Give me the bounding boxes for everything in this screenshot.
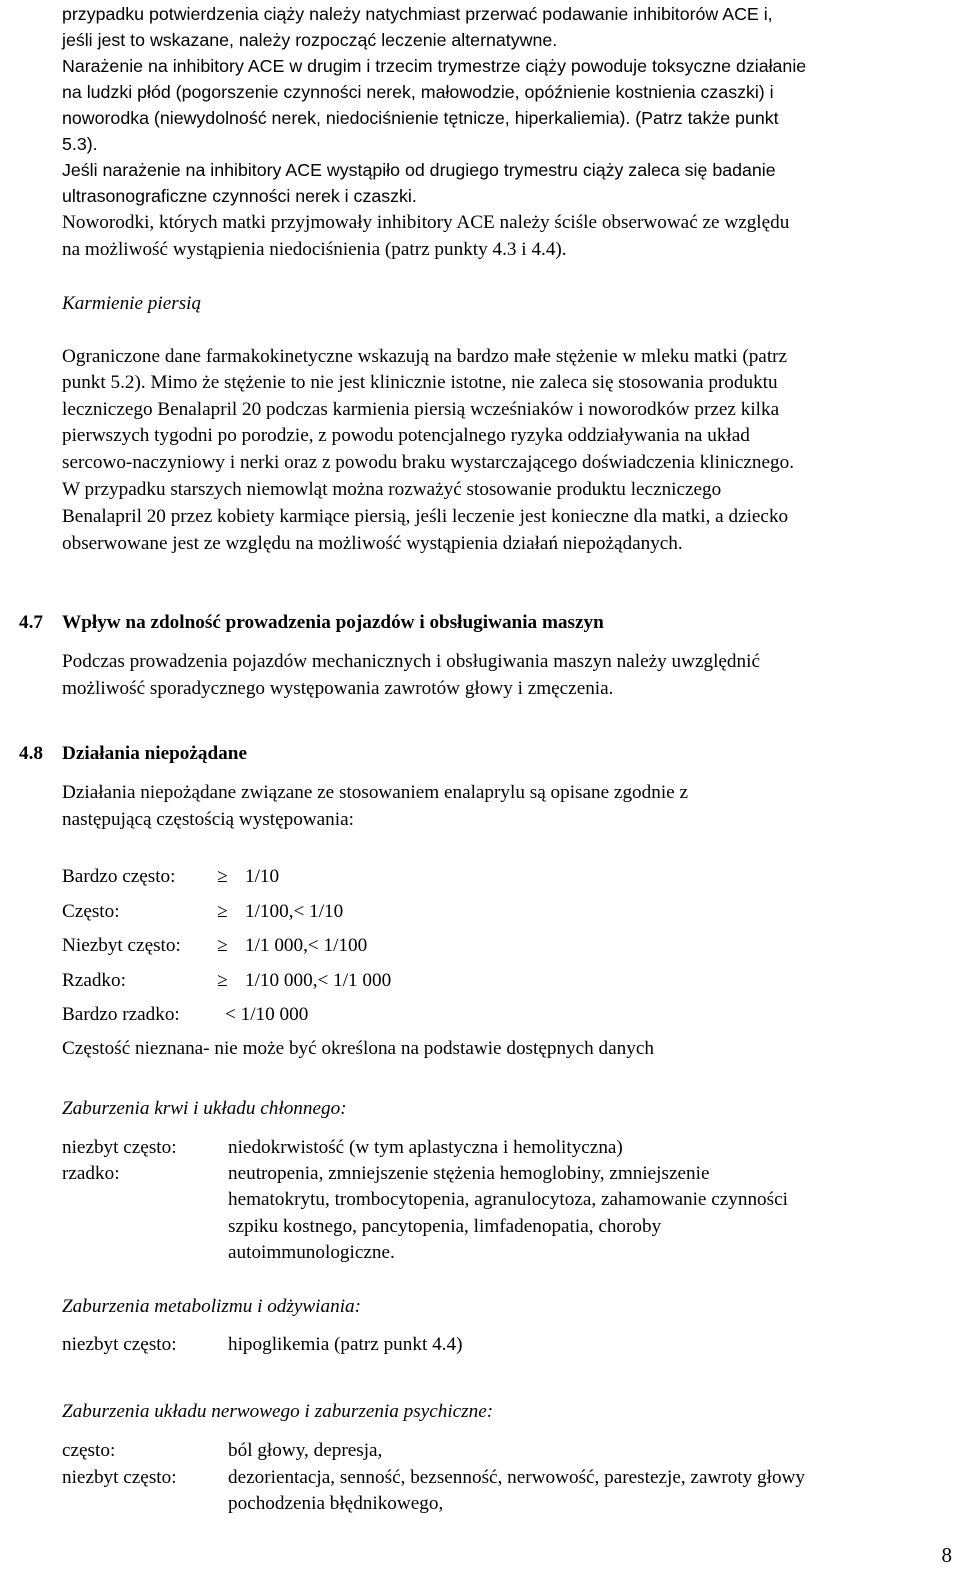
category-row [62,1333,942,1357]
frequency-unknown: Częstość nieznana- nie może być określona na podstawie dostępnych danych [62,1038,654,1059]
frequency-label: Często: [62,901,120,922]
frequency-row [62,934,662,958]
section-4-8-line: następującą częstością występowania: [62,809,354,830]
category-row [62,1136,942,1160]
frequency-label: Bardzo rzadko: [62,1004,180,1025]
category-frequency: często: [62,1440,116,1461]
breastfeeding-line: leczniczego Benalapril 20 podczas karmienia piersią wcześniaków i noworodków przez kilka [62,399,780,420]
category-row [62,1162,942,1186]
geq-symbol: ≥ [217,935,228,956]
category-text: szpiku kostnego, pancytopenia, limfadenopatia, choroby [228,1216,662,1237]
section-number: 4.8 [19,743,43,764]
category-row [62,1439,942,1463]
category-heading: Zaburzenia układu nerwowego i zaburzenia psychiczne: [62,1401,494,1422]
category-text: autoimmunologiczne. [228,1242,395,1263]
intro-line: Jeśli narażenie na inhibitory ACE wystąpiło od drugiego trymestru ciąży zaleca się badanie [62,160,776,180]
breastfeeding-line: Benalapril 20 przez kobiety karmiące piersią, jeśli leczenie jest konieczne dla matki, a dziecko [62,506,789,527]
breastfeeding-line: Ograniczone dane farmakokinetyczne wskazują na bardzo małe stężenie w mleku matki (patrz [62,346,788,367]
frequency-value: 1/10 000,< 1/1 000 [245,970,392,991]
frequency-label: Niezbyt często: [62,935,181,956]
section-4-7-line: Podczas prowadzenia pojazdów mechanicznych i obsługiwania maszyn należy uwzględnić [62,651,760,672]
frequency-row [62,865,662,889]
section-4-8-line: Działania niepożądane związane ze stosowaniem enalaprylu są opisane zgodnie z [62,782,688,803]
geq-symbol: ≥ [217,866,228,887]
breastfeeding-line: punkt 5.2). Mimo że stężenie to nie jest klinicznie istotne, nie zaleca się stosowania produktu [62,372,778,393]
frequency-value: 1/100,< 1/10 [245,901,344,922]
category-heading: Zaburzenia metabolizmu i odżywiania: [62,1296,362,1317]
section-title: Wpływ na zdolność prowadzenia pojazdów i obsługiwania maszyn [62,612,604,633]
category-text: hipoglikemia (patrz punkt 4.4) [228,1334,463,1355]
frequency-value: < 1/10 000 [225,1004,309,1025]
section-number: 4.7 [19,612,43,633]
section-4-7-line: możliwość sporadycznego występowania zawrotów głowy i zmęczenia. [62,678,614,699]
intro-line: ultrasonograficzne czynności nerek i czaszki. [62,186,417,206]
intro-line: Narażenie na inhibitory ACE w drugim i trzecim trymestrze ciąży powoduje toksyczne działanie [62,56,807,76]
category-text: ból głowy, depresja, [228,1440,383,1461]
category-frequency: niezbyt często: [62,1334,177,1355]
breastfeeding-line: W przypadku starszych niemowląt można rozważyć stosowanie produktu leczniczego [62,479,722,500]
category-text: dezorientacja, senność, bezsenność, nerwowość, parestezje, zawroty głowy [228,1467,805,1488]
frequency-row [62,969,662,993]
geq-symbol: ≥ [217,970,228,991]
intro-line: 5.3). [62,134,98,154]
breastfeeding-line: pierwszych tygodni po porodzie, z powodu potencjalnego ryzyka oddziaływania na układ [62,425,750,446]
category-frequency: niezbyt często: [62,1137,177,1158]
frequency-row [62,900,662,924]
intro-line: na możliwość wystąpienia niedociśnienia (patrz punkty 4.3 i 4.4). [62,239,567,260]
section-4-7-heading [19,611,604,635]
frequency-value: 1/1 000,< 1/100 [245,935,368,956]
intro-line: jeśli jest to wskazane, należy rozpocząć leczenie alternatywne. [62,30,558,50]
frequency-value: 1/10 [245,866,280,887]
category-frequency: niezbyt często: [62,1467,177,1488]
category-heading: Zaburzenia krwi i układu chłonnego: [62,1098,347,1119]
category-frequency: rzadko: [62,1163,120,1184]
section-4-8-heading [19,742,247,766]
frequency-label: Rzadko: [62,970,126,991]
frequency-label: Bardzo często: [62,866,176,887]
section-title: Działania niepożądane [62,743,247,764]
intro-line: Noworodki, których matki przyjmowały inhibitory ACE należy ściśle obserwować ze względu [62,212,790,233]
breastfeeding-line: sercowo-naczyniowy i nerki oraz z powodu braku wystarczającego doświadczenia klinicznego. [62,452,795,473]
geq-symbol: ≥ [217,901,228,922]
page-number: 8 [941,1543,952,1567]
breastfeeding-line: obserwowane jest ze względu na możliwość wystąpienia działań niepożądanych. [62,533,683,554]
intro-line: na ludzki płód (pogorszenie czynności nerek, małowodzie, opóźnienie kostnienia czaszki) i [62,82,774,102]
frequency-row [62,1003,662,1027]
category-text: niedokrwistość (w tym aplastyczna i hemolityczna) [228,1137,623,1158]
breastfeeding-heading: Karmienie piersią [62,293,202,314]
intro-line: przypadku potwierdzenia ciąży należy natychmiast przerwać podawanie inhibitorów ACE i, [62,4,773,24]
category-row [62,1466,942,1490]
category-text: pochodzenia błędnikowego, [228,1493,444,1514]
category-text: hematokrytu, trombocytopenia, agranulocytoza, zahamowanie czynności [228,1189,788,1210]
intro-line: noworodka (niewydolność nerek, niedociśnienie tętnicze, hiperkaliemia). (Patrz także punkt [62,108,779,128]
category-text: neutropenia, zmniejszenie stężenia hemoglobiny, zmniejszenie [228,1163,710,1184]
